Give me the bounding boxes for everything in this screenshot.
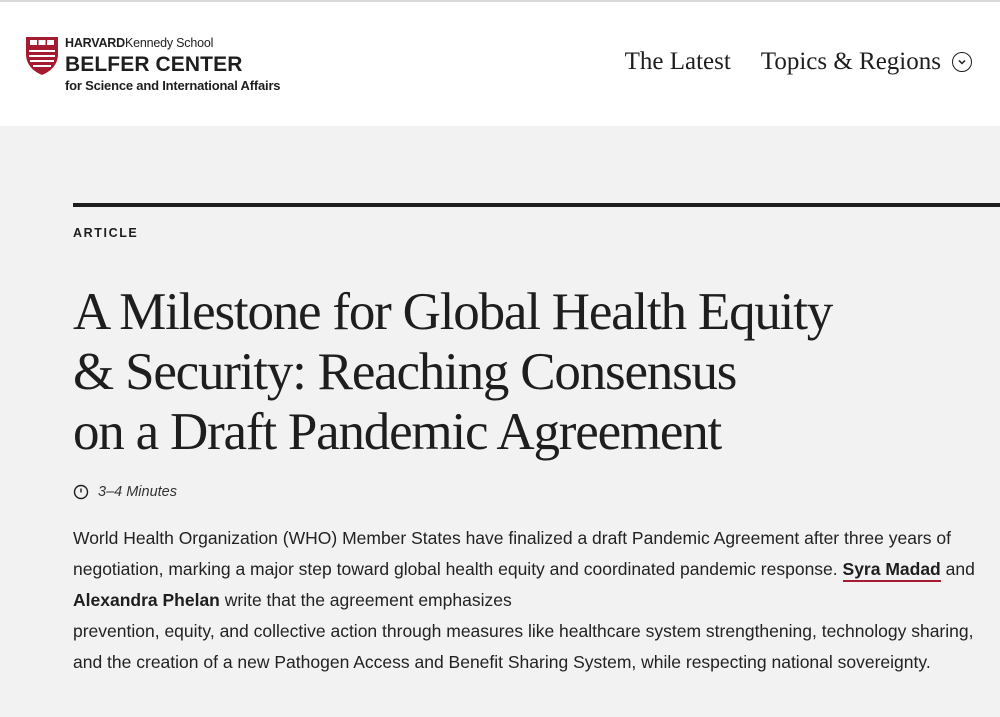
article-summary [73, 523, 978, 678]
main-nav [625, 48, 972, 76]
author-link-syra-madad[interactable]: Syra Madad [843, 559, 941, 582]
article-title [73, 282, 973, 462]
title-line-1: A Milestone for Global Health Equity [73, 283, 833, 341]
summary-part-3: prevention, equity, and collective action through measures like healthcare system strengthening, technology sharing, and the creation of a new Pathogen Access and Benefit Sharing System, while respecting national sovereignty. [73, 621, 974, 672]
summary-part-2: write that the agreement emphasizes [219, 590, 512, 610]
summary-and: and [940, 559, 975, 579]
logo-university: HARVARD [65, 36, 125, 50]
author-link-alexandra-phelan[interactable]: Alexandra Phelan [73, 590, 220, 610]
article-top-rule [73, 203, 1000, 207]
site-header [0, 2, 1000, 126]
read-time [73, 484, 177, 500]
logo-school: Kennedy School [124, 36, 214, 50]
belfer-logo[interactable] [25, 36, 280, 93]
logo-center-name: BELFER CENTER [65, 53, 243, 76]
logo-harvard-line [65, 36, 280, 50]
logo-subtitle: for Science and International Affairs [65, 78, 281, 93]
chevron-down-icon[interactable] [952, 52, 972, 72]
read-time-text: 3–4 Minutes [98, 484, 177, 500]
harvard-shield-icon [25, 36, 59, 76]
clock-icon [73, 484, 89, 500]
article-type-label: ARTICLE [73, 226, 139, 240]
summary-part-1: World Health Organization (WHO) Member States have finalized a draft Pandemic Agreement after three years of negotiation, marking a major step toward global health equity and coordinated pandemic response. [73, 528, 951, 579]
title-line-3: on a Draft Pandemic Agreement [73, 403, 722, 461]
nav-topics-regions[interactable] [761, 48, 972, 76]
title-line-2: & Security: Reaching Consensus [73, 343, 737, 401]
nav-the-latest[interactable]: The Latest [624, 48, 731, 75]
nav-topics-label: Topics & Regions [760, 48, 941, 75]
